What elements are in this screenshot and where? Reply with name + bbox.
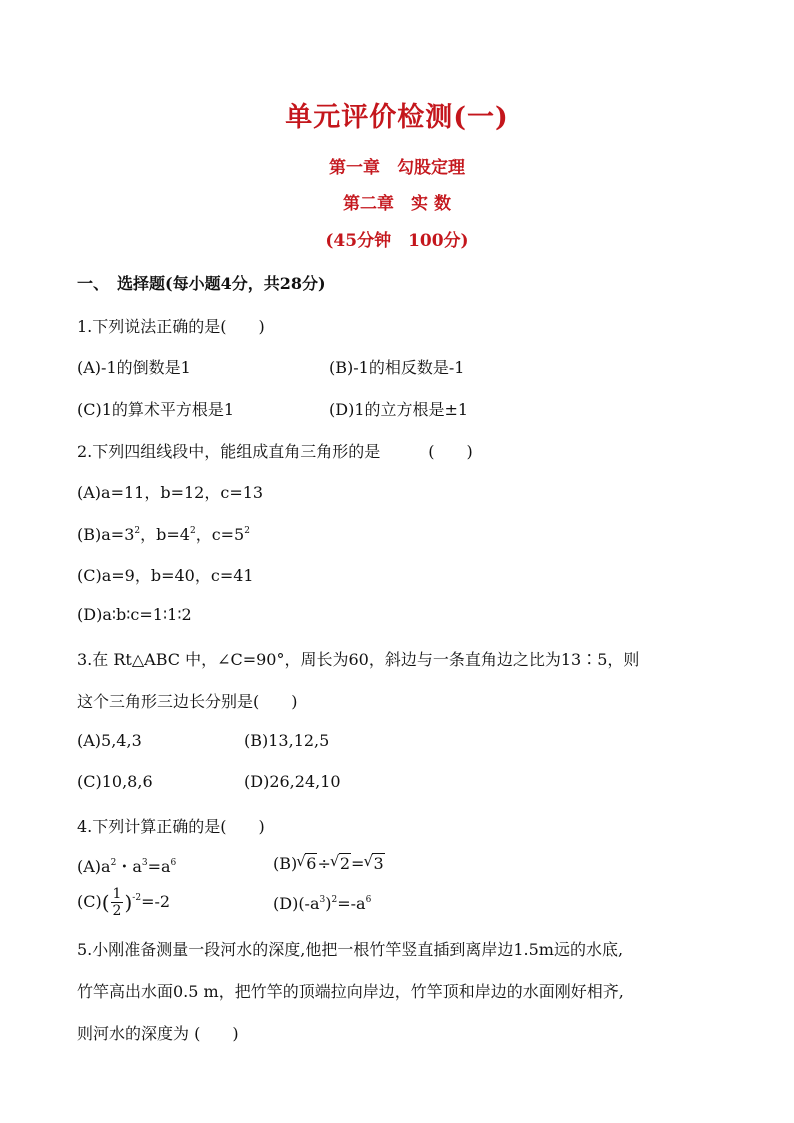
question-1-option-b: (B)-1的相反数是-1	[329, 358, 465, 377]
question-1-stem: 1.下列说法正确的是( )	[77, 317, 265, 336]
question-4-option-b: (B)√ 6÷√ 2=√ 3	[273, 854, 385, 873]
question-3-option-b: (B)13,12,5	[244, 731, 330, 750]
time-score-subtitle: (45分钟 100分)	[325, 231, 469, 251]
section-heading: 一、 选择题(每小题4分，共28分)	[77, 274, 326, 293]
fraction-one-half: $\frac{1}{2}$	[112, 886, 122, 919]
question-4-option-a: $(A)a^2$・$a^3=a^6$	[77, 857, 177, 876]
chapter-2-subtitle: 第二章 实 数	[343, 194, 451, 214]
question-1-option-c: (C)1的算术平方根是1	[77, 400, 235, 419]
question-3-stem-line-1: 3.在 Rt△ABC 中，∠C=90°，周长为60，斜边与一条直角边之比为13∶5，则	[77, 650, 640, 669]
sqrt-2: √ 2	[331, 854, 351, 873]
question-5-line-2: 竹竿高出水面0.5 m，把竹竿的顶端拉向岸边，竹竿顶和岸边的水面刚好相齐,	[77, 982, 624, 1001]
question-4-stem: 4.下列计算正确的是( )	[77, 817, 265, 836]
sqrt-6: √ 6	[297, 854, 317, 873]
question-2-option-d: (D)a∶b∶c=1∶1∶2	[77, 605, 192, 624]
chapter-1-subtitle: 第一章 勾股定理	[329, 158, 465, 178]
question-3-option-c: (C)10,8,6	[77, 772, 153, 791]
question-2-option-b: $(B)a=3^2$，$b=4^2$，$c=5^2$	[77, 525, 250, 544]
question-4-option-c: (C)( $\frac{1}{2}$ )$^{-2}$=-2	[77, 886, 171, 919]
question-2-option-c: (C)a=9，b=40，c=41	[77, 566, 254, 585]
question-3-stem-line-2: 这个三角形三边长分别是( )	[77, 692, 298, 711]
page-title: 单元评价检测(一)	[285, 102, 509, 133]
question-2-option-a: (A)a=11，b=12，c=13	[77, 483, 264, 502]
question-3-option-d: (D)26,24,10	[244, 772, 341, 791]
question-1-option-a: (A)-1的倒数是1	[77, 358, 191, 377]
question-3-option-a: (A)5,4,3	[77, 731, 142, 750]
question-5-line-1: 5.小刚准备测量一段河水的深度,他把一根竹竿竖直插到离岸边1.5m远的水底,	[77, 940, 624, 959]
sqrt-3: √ 3	[364, 854, 384, 873]
question-5-line-3: 则河水的深度为 ( )	[77, 1024, 239, 1043]
question-4-option-d: $(D)(-a^3)^2=-a^6$	[273, 894, 372, 913]
question-2-stem: 2.下列四组线段中，能组成直角三角形的是 ( )	[77, 442, 473, 461]
question-1-option-d: (D)1的立方根是±1	[329, 400, 469, 419]
